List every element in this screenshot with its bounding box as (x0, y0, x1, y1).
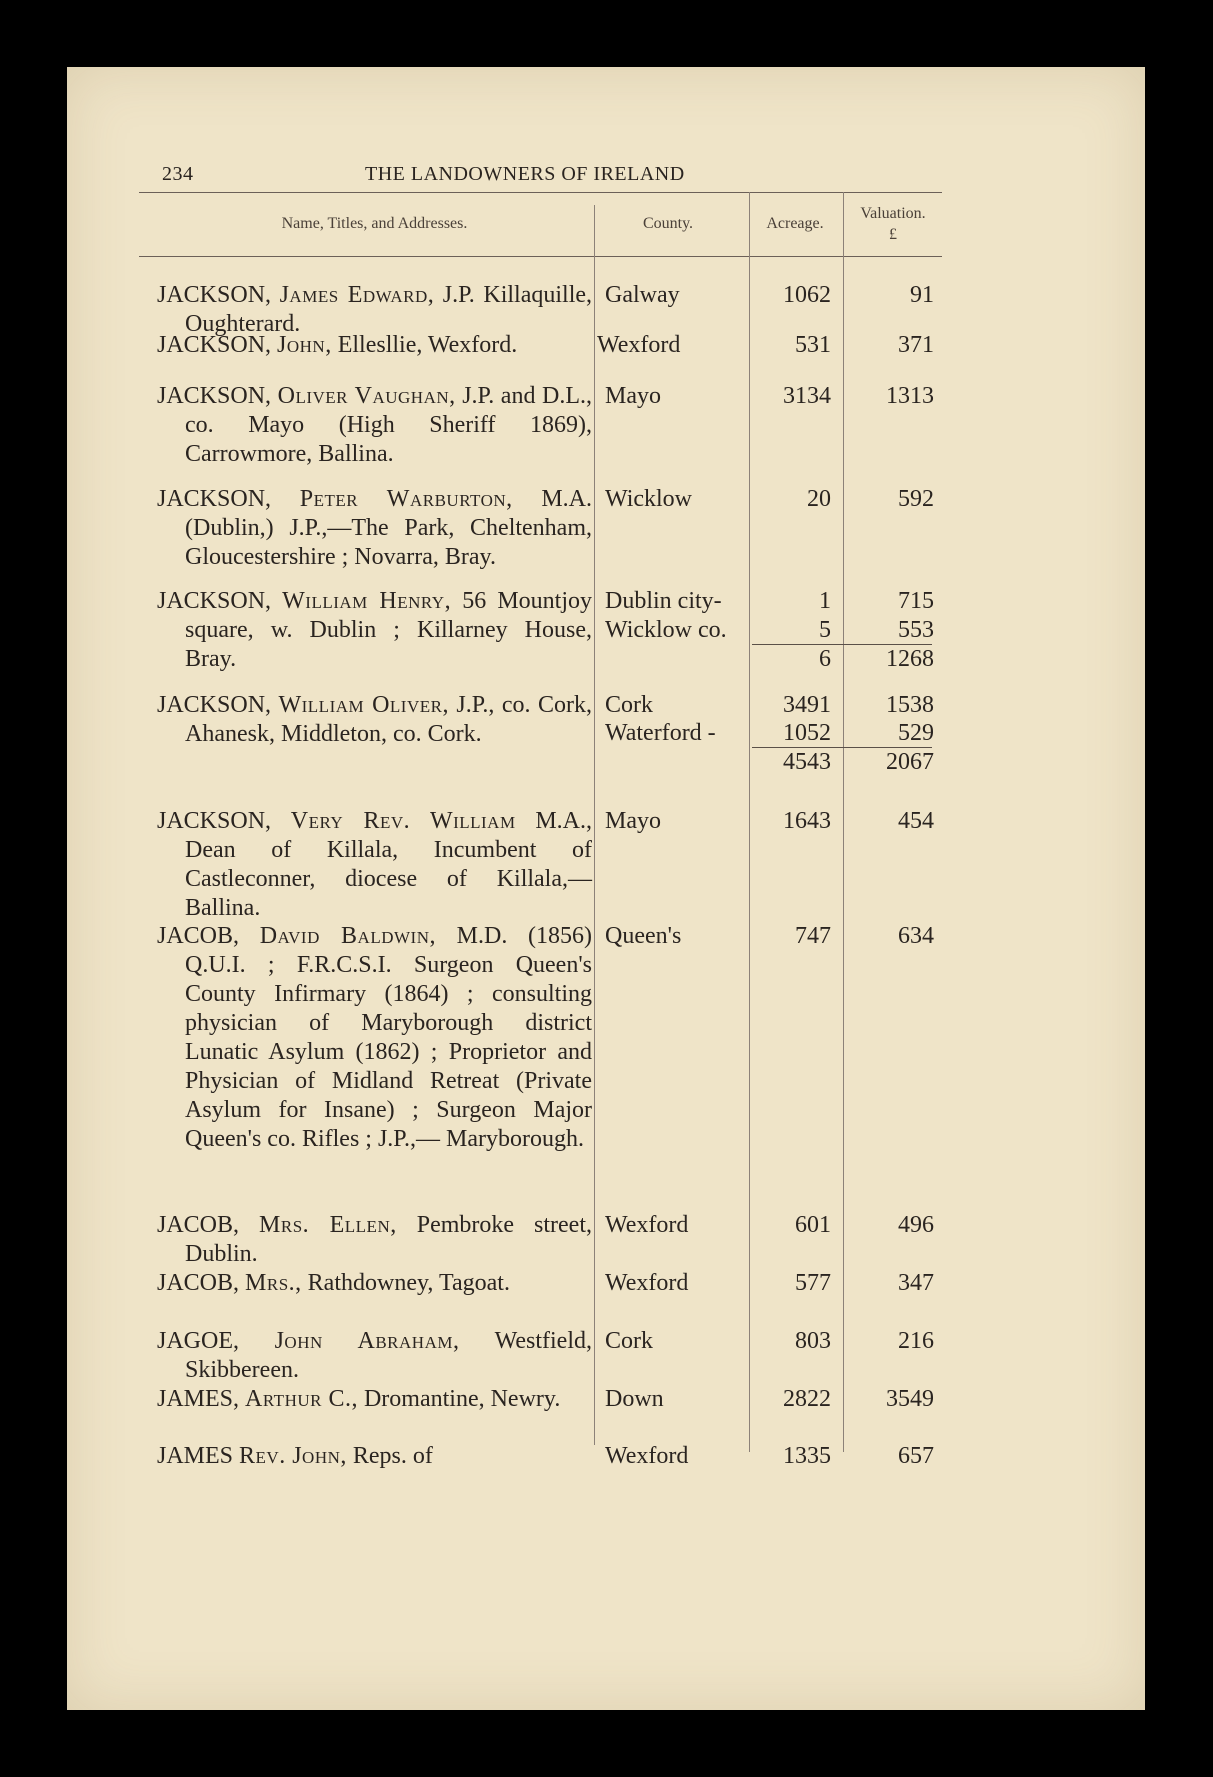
entry-surname: JAMES (157, 1443, 234, 1469)
entry-surname: JACKSON, (157, 692, 272, 718)
entry-acreage: 2822 (783, 1386, 831, 1412)
entry-valuation: 529 (898, 720, 934, 746)
entry-forename: Arthur C., (245, 1386, 358, 1412)
entry-forename: James Edward, (279, 282, 435, 308)
entry-acreage-total: 6 (819, 646, 831, 672)
book-page (67, 67, 1145, 1710)
entry-county: Queen's (605, 923, 682, 949)
entry-county: Dublin city- (605, 588, 722, 614)
entry-valuation: 657 (898, 1443, 934, 1469)
entry-acreage: 1052 (783, 720, 831, 746)
entry-forename: Very Rev. William (290, 808, 516, 834)
entry-address: Ellesllie, Wexford. (337, 332, 518, 358)
entry-address: M.A. (Dublin,) J.P.,—The Park, Cheltenham, Gloucestershire ; Novarra, Bray. (185, 486, 592, 570)
entry-address: 56 Mountjoy square, w. Dublin ; Killarney House, Bray. (185, 588, 593, 672)
entry-forename: Oliver Vaughan, (277, 383, 456, 409)
entry-row (157, 1269, 592, 1298)
divider-acreage-valuation (843, 192, 844, 1452)
entry-forename: Peter Warburton, (299, 486, 513, 512)
entry-county: Mayo (605, 383, 661, 409)
entry-row (157, 587, 592, 674)
entry-county: Wexford (597, 332, 681, 358)
entry-surname: JAMES, (157, 1386, 240, 1412)
entry-acreage: 1 (819, 588, 831, 614)
entry-address: Pembroke street, Dublin. (185, 1212, 592, 1267)
entry-address: Reps. of (352, 1443, 433, 1469)
column-header-name: Name, Titles, and Addresses. (281, 215, 468, 232)
entry-forename: Mrs., (245, 1270, 302, 1296)
entry-county: Galway (605, 282, 680, 308)
running-head (67, 163, 1145, 193)
entry-surname: JACKSON, (157, 486, 272, 512)
entry-surname: JACOB, (157, 923, 240, 949)
entry-address: Rathdowney, Tagoat. (307, 1270, 510, 1296)
entry-valuation: 715 (898, 588, 934, 614)
entry-county: Cork (605, 692, 653, 718)
entry-acreage: 803 (795, 1328, 831, 1354)
entry-acreage: 3491 (783, 692, 831, 718)
header-bottom-rule (139, 256, 942, 257)
entry-valuation: 216 (898, 1328, 934, 1354)
entry-county: Wexford (605, 1443, 689, 1469)
entry-surname: JACKSON, (157, 588, 272, 614)
column-header-valuation (843, 203, 943, 245)
entry-county: Wicklow (605, 486, 693, 512)
entry-address: Westfield, Skibbereen. (185, 1328, 592, 1383)
entry-county: Cork (605, 1328, 653, 1354)
entry-county: Down (605, 1386, 664, 1412)
entry-forename: John, (277, 332, 332, 358)
header-top-rule (139, 192, 942, 193)
entry-acreage: 601 (795, 1212, 831, 1238)
entry-county: Wexford (605, 1270, 689, 1296)
entry-county: Waterford - (605, 720, 716, 746)
entry-valuation: 3549 (886, 1386, 934, 1412)
entry-county: Mayo (605, 808, 661, 834)
entry-county: Wexford (605, 1212, 689, 1238)
entry-address: J.P. Killaquille, Oughterard. (185, 282, 593, 337)
entry-forename: David Baldwin, (259, 923, 436, 949)
entry-surname: JACKSON, (157, 332, 272, 358)
entry-row (157, 485, 592, 572)
entry-surname: JACKSON, (157, 808, 272, 834)
entry-forename: Mrs. Ellen, (259, 1212, 397, 1238)
running-title: THE LANDOWNERS OF IRELAND (365, 163, 685, 185)
entry-surname: JACKSON, (157, 282, 272, 308)
entry-address: J.P., co. Cork, Ahanesk, Middleton, co. Cork. (185, 692, 592, 747)
entry-acreage: 20 (807, 486, 831, 512)
entry-acreage: 1643 (783, 808, 831, 834)
entry-surname: JACOB, (157, 1212, 240, 1238)
entry-row (157, 1211, 592, 1269)
entry-valuation: 634 (898, 923, 934, 949)
entry-valuation: 592 (898, 486, 934, 512)
entry-forename: Rev. John, (239, 1443, 347, 1469)
entry-forename: William Oliver, (278, 692, 449, 718)
page-number: 234 (162, 163, 194, 185)
entry-acreage: 1335 (783, 1443, 831, 1469)
entry-surname: JACOB, (157, 1270, 240, 1296)
entry-acreage: 3134 (783, 383, 831, 409)
divider-name-county (594, 205, 595, 1445)
column-header-county: County. (642, 215, 694, 232)
entry-row (157, 691, 592, 749)
entry-row (157, 922, 592, 1154)
valuation-unit: £ (889, 226, 897, 243)
entry-forename: John Abraham, (274, 1328, 460, 1354)
entry-surname: JACKSON, (157, 383, 272, 409)
column-header-acreage: Acreage. (766, 215, 824, 232)
entry-valuation-total: 2067 (886, 749, 934, 775)
entry-address: Dromantine, Newry. (363, 1386, 561, 1412)
entry-valuation: 1538 (886, 692, 934, 718)
entry-acreage: 747 (795, 923, 831, 949)
entry-valuation-total: 1268 (886, 646, 934, 672)
entry-row (157, 807, 592, 923)
entry-valuation: 553 (898, 617, 934, 643)
entry-valuation: 1313 (886, 383, 934, 409)
entry-county: Wicklow co. (605, 617, 727, 643)
valuation-label: Valuation. (860, 205, 926, 222)
entry-valuation: 454 (898, 808, 934, 834)
entry-acreage: 577 (795, 1270, 831, 1296)
entry-address: J.P. and D.L., co. Mayo (High Sheriff 1869), Carrowmore, Ballina. (185, 383, 593, 467)
entry-acreage: 531 (795, 332, 831, 358)
entry-forename: William Henry, (282, 588, 452, 614)
entry-row (157, 1385, 592, 1414)
entry-valuation: 496 (898, 1212, 934, 1238)
entry-valuation: 91 (910, 282, 934, 308)
entry-row (157, 382, 592, 469)
entry-surname: JAGOE, (157, 1328, 239, 1354)
entry-valuation: 347 (898, 1270, 934, 1296)
entry-valuation: 371 (898, 332, 934, 358)
entry-acreage: 5 (819, 617, 831, 643)
entry-address: M.D. (1856) Q.U.I. ; F.R.C.S.I. Surgeon Queen's County Infirmary (1864) ; consulting physician of Maryborough district Lunatic Asylum (1862) ; Proprietor and Physician of Midland Retreat (Private Asylum for Insane) ; Surgeon Major Queen's co. Rifles ; J.P.,— Maryborough. (185, 923, 592, 1152)
entry-row (157, 331, 592, 360)
entry-row (157, 1327, 592, 1385)
entry-acreage: 1062 (783, 282, 831, 308)
entry-row (157, 1442, 592, 1471)
entry-address: M.A., Dean of Killala, Incumbent of Castleconner, diocese of Killala,—Ballina. (185, 808, 593, 921)
entry-acreage-total: 4543 (783, 749, 831, 775)
